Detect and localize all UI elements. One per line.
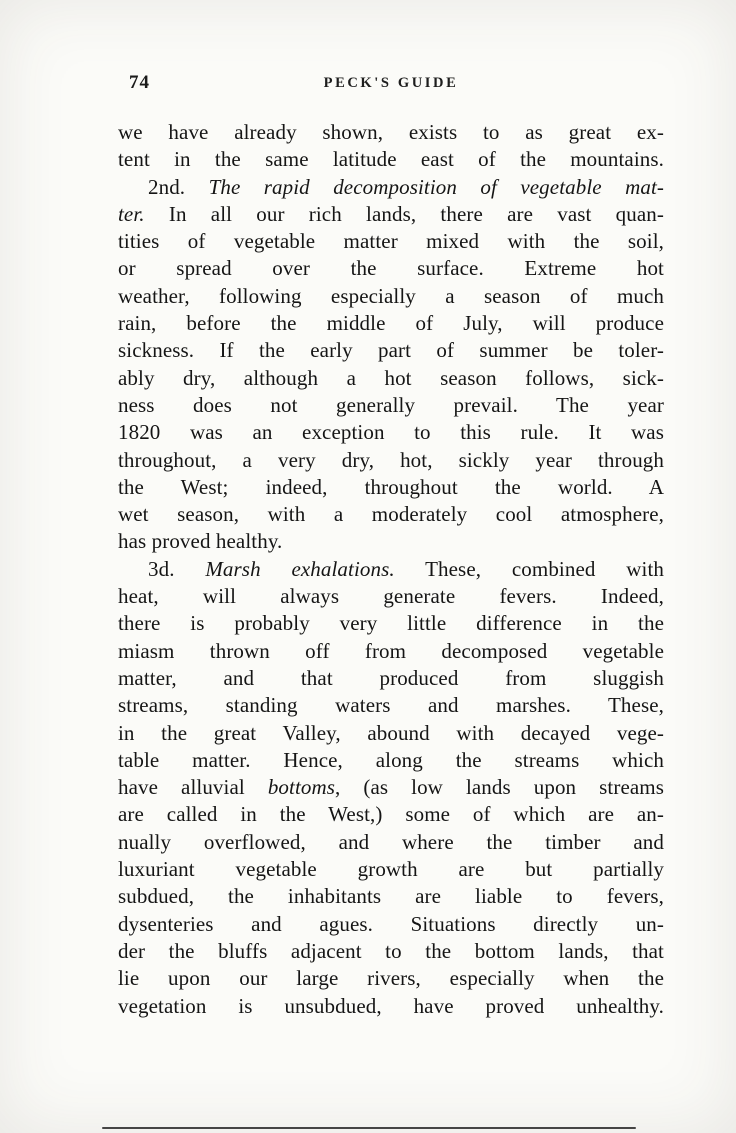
text-segment: 2nd. (148, 174, 209, 199)
text-segment: ably dry, although a hot season follows, sick- (118, 365, 664, 390)
text-segment: table matter. Hence, along the streams which (118, 747, 664, 772)
text-segment: tent in the same latitude east of the mountains. (118, 147, 664, 172)
page-body (118, 119, 664, 1020)
text-line (118, 392, 664, 419)
text-segment: These, combined with (394, 556, 664, 581)
text-segment: matter, and that produced from sluggish (118, 665, 664, 690)
text-segment: the West; indeed, throughout the world. A (118, 474, 664, 499)
text-line (118, 583, 664, 610)
text-segment: dysenteries and agues. Situations directly un- (118, 911, 664, 936)
page-header (118, 72, 664, 98)
text-segment: have alluvial (118, 775, 268, 800)
text-segment: der the bluffs adjacent to the bottom lands, that (118, 938, 664, 963)
text-line (118, 365, 664, 392)
text-line (118, 883, 664, 910)
text-segment: we have already shown, exists to as great ex- (118, 120, 664, 144)
text-segment: 1820 was an exception to this rule. It was (118, 420, 664, 445)
text-segment: subdued, the inhabitants are liable to fevers, (118, 884, 664, 909)
text-line (118, 337, 664, 364)
page-number: 74 (129, 72, 150, 93)
text-segment-italic: ter. (118, 201, 145, 226)
scan-edge-artifact (102, 1127, 636, 1129)
text-segment: ness does not generally prevail. The year (118, 392, 664, 417)
text-segment: rain, before the middle of July, will produce (118, 311, 664, 336)
text-line (118, 856, 664, 883)
text-line (118, 255, 664, 282)
text-line (118, 474, 664, 501)
text-segment: sickness. If the early part of summer be toler- (118, 338, 664, 363)
text-line (118, 201, 664, 228)
text-segment: luxuriant vegetable growth are but partially (118, 857, 664, 882)
text-line (118, 720, 664, 747)
text-segment: has proved healthy. (118, 529, 283, 554)
text-line (118, 119, 664, 146)
text-segment: in the great Valley, abound with decayed vege- (118, 720, 664, 745)
text-segment: lie upon our large rivers, especially when the (118, 966, 664, 991)
text-line (118, 228, 664, 255)
running-head-title: PECK'S GUIDE (323, 75, 459, 91)
text-segment: nually overflowed, and where the timber and (118, 829, 664, 854)
text-line (118, 501, 664, 528)
text-line (118, 911, 664, 938)
text-segment-italic: Marsh exhalations. (205, 556, 395, 581)
text-segment: weather, following especially a season of much (118, 283, 664, 308)
text-segment: or spread over the surface. Extreme hot (118, 256, 664, 281)
text-line (118, 829, 664, 856)
text-segment: heat, will always generate fevers. Indeed, (118, 584, 664, 609)
text-segment: are called in the West,) some of which are an- (118, 802, 664, 827)
text-line (118, 938, 664, 965)
text-segment: miasm thrown off from decomposed vegetable (118, 638, 664, 663)
text-segment: tities of vegetable matter mixed with the soil, (118, 229, 664, 254)
text-segment: streams, standing waters and marshes. These, (118, 693, 664, 718)
text-line (118, 419, 664, 446)
text-line (118, 283, 664, 310)
text-segment: wet season, with a moderately cool atmosphere, (118, 502, 664, 527)
text-line (118, 965, 664, 992)
text-line (118, 638, 664, 665)
text-segment: , (as low lands upon streams (335, 775, 664, 800)
text-segment-italic: bottoms (267, 775, 336, 800)
text-segment: vegetation is unsubdued, have proved unhealthy. (118, 993, 664, 1018)
text-line (118, 610, 664, 637)
text-line (118, 665, 664, 692)
text-line (118, 692, 664, 719)
text-line (118, 801, 664, 828)
text-segment: In all our rich lands, there are vast quan- (144, 201, 664, 226)
text-segment: there is probably very little difference in the (118, 611, 664, 636)
text-segment: 3d. (148, 556, 206, 581)
text-segment: throughout, a very dry, hot, sickly year through (118, 447, 664, 472)
text-line (118, 447, 664, 474)
text-line (118, 747, 664, 774)
text-line (118, 556, 664, 583)
text-line (118, 993, 664, 1020)
text-line (118, 310, 664, 337)
text-segment-italic: The rapid decomposition of vegetable mat- (208, 174, 664, 199)
text-line (118, 774, 664, 801)
text-line (118, 528, 664, 555)
text-line (118, 174, 664, 201)
text-line (118, 146, 664, 173)
